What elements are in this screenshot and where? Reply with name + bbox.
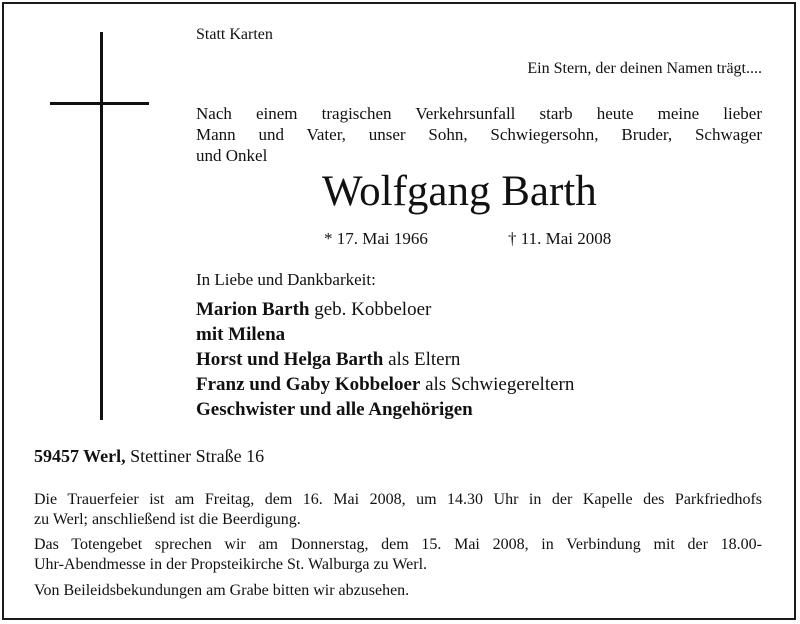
family-member (196, 349, 460, 371)
statt-karten-label: Statt Karten (196, 26, 273, 43)
address-city: 59457 Werl, (34, 446, 126, 466)
intro-line-2: Mann und Vater, unser Sohn, Schwiegersohn, Bruder, Schwager (196, 125, 762, 144)
deceased-name: Wolfgang Barth (322, 168, 597, 215)
funeral-line-2: zu Werl; anschließend ist die Beerdigung. (34, 511, 301, 528)
address-street: Stettiner Straße 16 (125, 446, 265, 466)
condolence-note: Von Beileidsbekundungen am Grabe bitten wir abzusehen. (34, 582, 410, 599)
motto-quote: Ein Stern, der deinen Namen trägt.... (527, 60, 762, 77)
birth-date: * 17. Mai 1966 (324, 229, 428, 248)
family-member (196, 399, 473, 421)
prayer-line-1: Das Totengebet sprechen wir am Donnerstag, dem 15. Mai 2008, in Verbindung mit der 18.00- (34, 536, 762, 553)
family-member-relation: geb. Kobbeloer (309, 299, 432, 320)
family-member-name: mit Milena (196, 324, 286, 345)
address (34, 446, 264, 467)
family-member (196, 324, 285, 346)
cross-symbol-vertical (100, 32, 103, 420)
family-member (196, 299, 431, 321)
family-member-name: Franz und Gaby Kobbeloer (196, 374, 421, 395)
family-member-name: Horst und Helga Barth (196, 349, 384, 370)
family-member (196, 374, 574, 396)
intro-line-3: und Onkel (196, 146, 268, 165)
family-member-name: Geschwister und alle Angehörigen (196, 399, 473, 420)
family-member-relation: als Eltern (383, 349, 461, 370)
family-intro: In Liebe und Dankbarkeit: (196, 270, 376, 289)
funeral-line-1: Die Trauerfeier ist am Freitag, dem 16. Mai 2008, um 14.30 Uhr in der Kapelle des Parkfriedhofs (34, 491, 762, 508)
cross-symbol-horizontal (50, 102, 149, 105)
family-member-name: Marion Barth (196, 299, 310, 320)
death-date: † 11. Mai 2008 (508, 229, 612, 248)
intro-line-1: Nach einem tragischen Verkehrsunfall starb heute meine lieber (196, 104, 762, 123)
prayer-line-2: Uhr-Abendmesse in der Propsteikirche St. Walburga zu Werl. (34, 556, 428, 573)
family-member-relation: als Schwiegereltern (420, 374, 575, 395)
